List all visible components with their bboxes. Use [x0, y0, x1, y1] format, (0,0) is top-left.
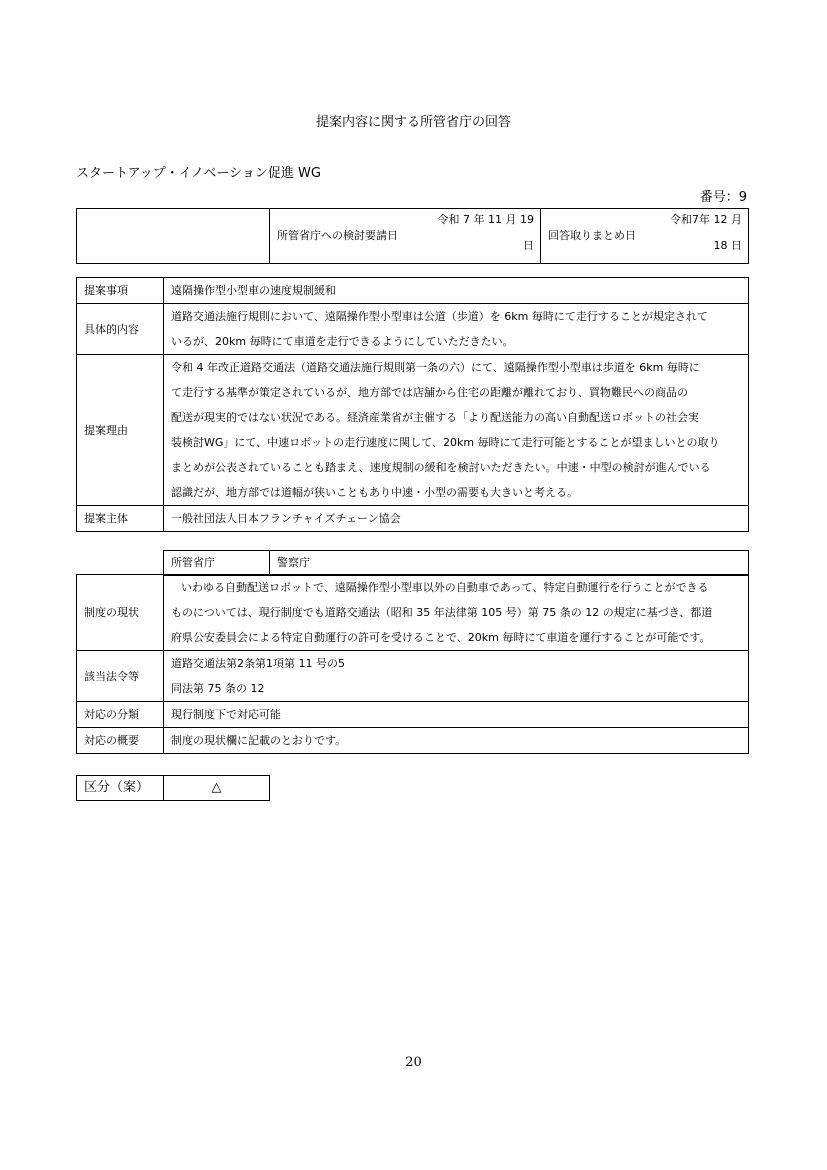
ministry-table [163, 550, 749, 576]
law-value [164, 651, 749, 702]
date-table [76, 208, 749, 264]
summary-label: 対応の概要 [77, 728, 164, 754]
law-line: 同法第 75 条の 12 [171, 682, 265, 695]
request-date-value-suffix: 日 [523, 239, 534, 252]
content-line: いるが、20km 毎時にて車道を走行できるようにしていただきたい。 [171, 335, 514, 348]
status-line: ものについては、現行制度でも道路交通法（昭和 35 年法律第 105 号）第 75 条の 12 の規定に基づき、都道 [171, 606, 713, 619]
proposer-value: 一般社団法人日本フランチャイズチェーン協会 [164, 506, 749, 532]
reason-line: まとめが公表されていることも踏まえ、速度規制の緩和を検討いただきたい。中速・中型の検討が進んでいる [171, 461, 711, 474]
answer-date-cell [541, 209, 749, 264]
reason-line: 認識だが、地方部では道幅が狭いこともあり中速・小型の需要も大きいと考える。 [171, 486, 578, 499]
classification-table [76, 775, 270, 801]
ministry-label: 所管省庁 [164, 551, 270, 576]
answer-date-value-suffix: 18 日 [713, 239, 742, 252]
proposal-table [76, 277, 749, 532]
proposer-label: 提案主体 [77, 506, 164, 532]
ministry-value: 警察庁 [270, 551, 749, 576]
law-label: 該当法令等 [77, 651, 164, 702]
proposal-content-label: 具体的内容 [77, 304, 164, 355]
request-date-value: 令和 7 年 11 月 19 [437, 213, 534, 226]
category-label: 対応の分類 [77, 702, 164, 728]
status-value [164, 575, 749, 651]
answer-table [76, 574, 749, 754]
proposal-item-value: 遠隔操作型小型車の速度規制緩和 [164, 278, 749, 304]
category-value: 現行制度下で対応可能 [164, 702, 749, 728]
status-line: いわゆる自動配送ロボットで、遠隔操作型小型車以外の自動車であって、特定自動運行を行うことができる [181, 581, 709, 594]
reason-line: て走行する基準が策定されているが、地方部では店舗から住宅の距離が離れており、買物難民への商品の [171, 386, 688, 399]
proposal-content-value [164, 304, 749, 355]
summary-value: 制度の現状欄に記載のとおりです。 [164, 728, 749, 754]
date-table-blank-cell [77, 209, 270, 264]
proposal-reason-label: 提案理由 [77, 355, 164, 506]
reason-line: 令和 4 年改正道路交通法（道路交通法施行規則第一条の六）にて、遠隔操作型小型車は歩道を 6km 毎時に [171, 361, 700, 374]
reason-line: 装検討WG」にて、中速ロボットの走行速度に関して、20km 毎時にて走行可能とすることが望ましいとの取り [171, 436, 720, 449]
classification-label: 区分（案） [77, 776, 164, 801]
law-line: 道路交通法第2条第1項第 11 号の5 [171, 657, 345, 670]
request-date-label: 所管省庁への検討要請日 [277, 229, 398, 242]
page-number: 20 [405, 1055, 422, 1070]
proposal-reason-value [164, 355, 749, 506]
page-title: 提案内容に関する所管省庁の回答 [315, 115, 511, 130]
proposal-item-label: 提案事項 [77, 278, 164, 304]
answer-date-label: 回答取りまとめ日 [548, 229, 636, 242]
proposal-number: 番号：9 [699, 190, 747, 205]
reason-line: 配送が現実的ではない状況である。経済産業省が主催する「より配送能力の高い自動配送ロボットの社会実 [171, 411, 699, 424]
working-group-name: スタートアップ・イノベーション促進 WG [76, 166, 321, 181]
request-date-cell [270, 209, 541, 264]
content-line: 道路交通法施行規則において、遠隔操作型小型車は公道（歩道）を 6km 毎時にて走行することが規定されて [171, 310, 708, 323]
status-line: 府県公安委員会による特定自動運行の許可を受けることで、20km 毎時にて車道を運行することが可能です。 [171, 631, 711, 644]
classification-value: △ [164, 776, 270, 801]
answer-date-value: 令和7年 12 月 [670, 213, 742, 226]
status-label: 制度の現状 [77, 575, 164, 651]
